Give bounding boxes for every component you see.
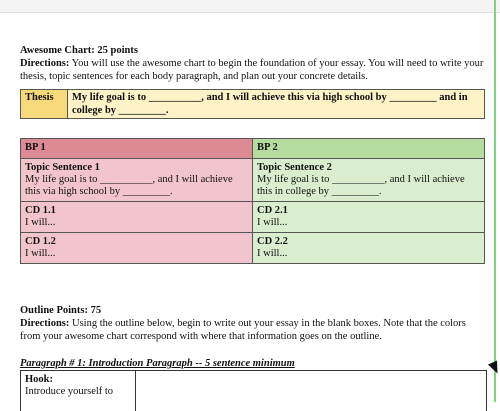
outline-directions <box>20 317 485 343</box>
cd11-title: CD 1.1 <box>25 205 56 216</box>
cd22-text: I will... <box>257 248 288 259</box>
cd22-cell[interactable] <box>253 233 485 264</box>
cd22-title: CD 2.2 <box>257 236 288 247</box>
hook-text: Introduce yourself to <box>25 386 114 397</box>
cd21-cell[interactable] <box>253 202 485 233</box>
hook-label: Hook: <box>25 374 54 385</box>
cd12-text: I will... <box>25 248 56 259</box>
awesome-directions <box>20 57 485 83</box>
bp1-topic-cell[interactable] <box>21 159 253 202</box>
thesis-table <box>20 89 485 119</box>
outline-title: Outline Points: 75 <box>20 305 102 316</box>
awesome-chart-section <box>20 44 485 83</box>
thesis-text[interactable]: My life goal is to __________, and I will achieve this via high school by _________ and in college by _________. <box>68 90 485 119</box>
cd12-cell[interactable] <box>21 233 253 264</box>
paragraph-1-title: Paragraph # 1: Introduction Paragraph -- 5 sentence minimum <box>20 358 295 369</box>
bp2-topic-text: My life goal is to __________, and I will achieve this in college by _________. <box>257 174 465 197</box>
outline-directions-text: Using the outline below, begin to write out your essay in the blank boxes. Note that the colors from your awesome chart correspond with where that information goes on the outline. <box>20 318 466 342</box>
bp1-header: BP 1 <box>21 139 253 159</box>
mouse-cursor-icon <box>488 360 500 375</box>
hook-row <box>20 370 487 411</box>
cd11-cell[interactable] <box>21 202 253 233</box>
bp1-topic-title: Topic Sentence 1 <box>25 162 100 173</box>
cd21-text: I will... <box>257 217 288 228</box>
cd12-title: CD 1.2 <box>25 236 56 247</box>
bp2-header: BP 2 <box>253 139 485 159</box>
cd11-text: I will... <box>25 217 56 228</box>
hook-label-cell <box>21 371 136 411</box>
outline-section <box>20 304 485 343</box>
body-paragraph-table <box>20 138 485 264</box>
directions-text: You will use the awesome chart to begin the foundation of your essay. You will need to write your thesis, topic sentences for each body paragraph, and plan out your concrete details. <box>20 58 484 82</box>
page-edge-line <box>494 0 496 402</box>
bp2-topic-cell[interactable] <box>253 159 485 202</box>
cd21-title: CD 2.1 <box>257 205 288 216</box>
outline-directions-label: Directions: <box>20 318 70 329</box>
directions-label: Directions: <box>20 58 70 69</box>
hook-answer-box[interactable] <box>137 371 486 411</box>
bp1-topic-text: My life goal is to __________, and I will achieve this via high school by _________. <box>25 174 233 197</box>
bp2-topic-title: Topic Sentence 2 <box>257 162 332 173</box>
awesome-chart-title: Awesome Chart: 25 points <box>20 45 138 56</box>
thesis-label: Thesis <box>21 90 68 119</box>
top-toolbar-strip <box>0 0 500 13</box>
